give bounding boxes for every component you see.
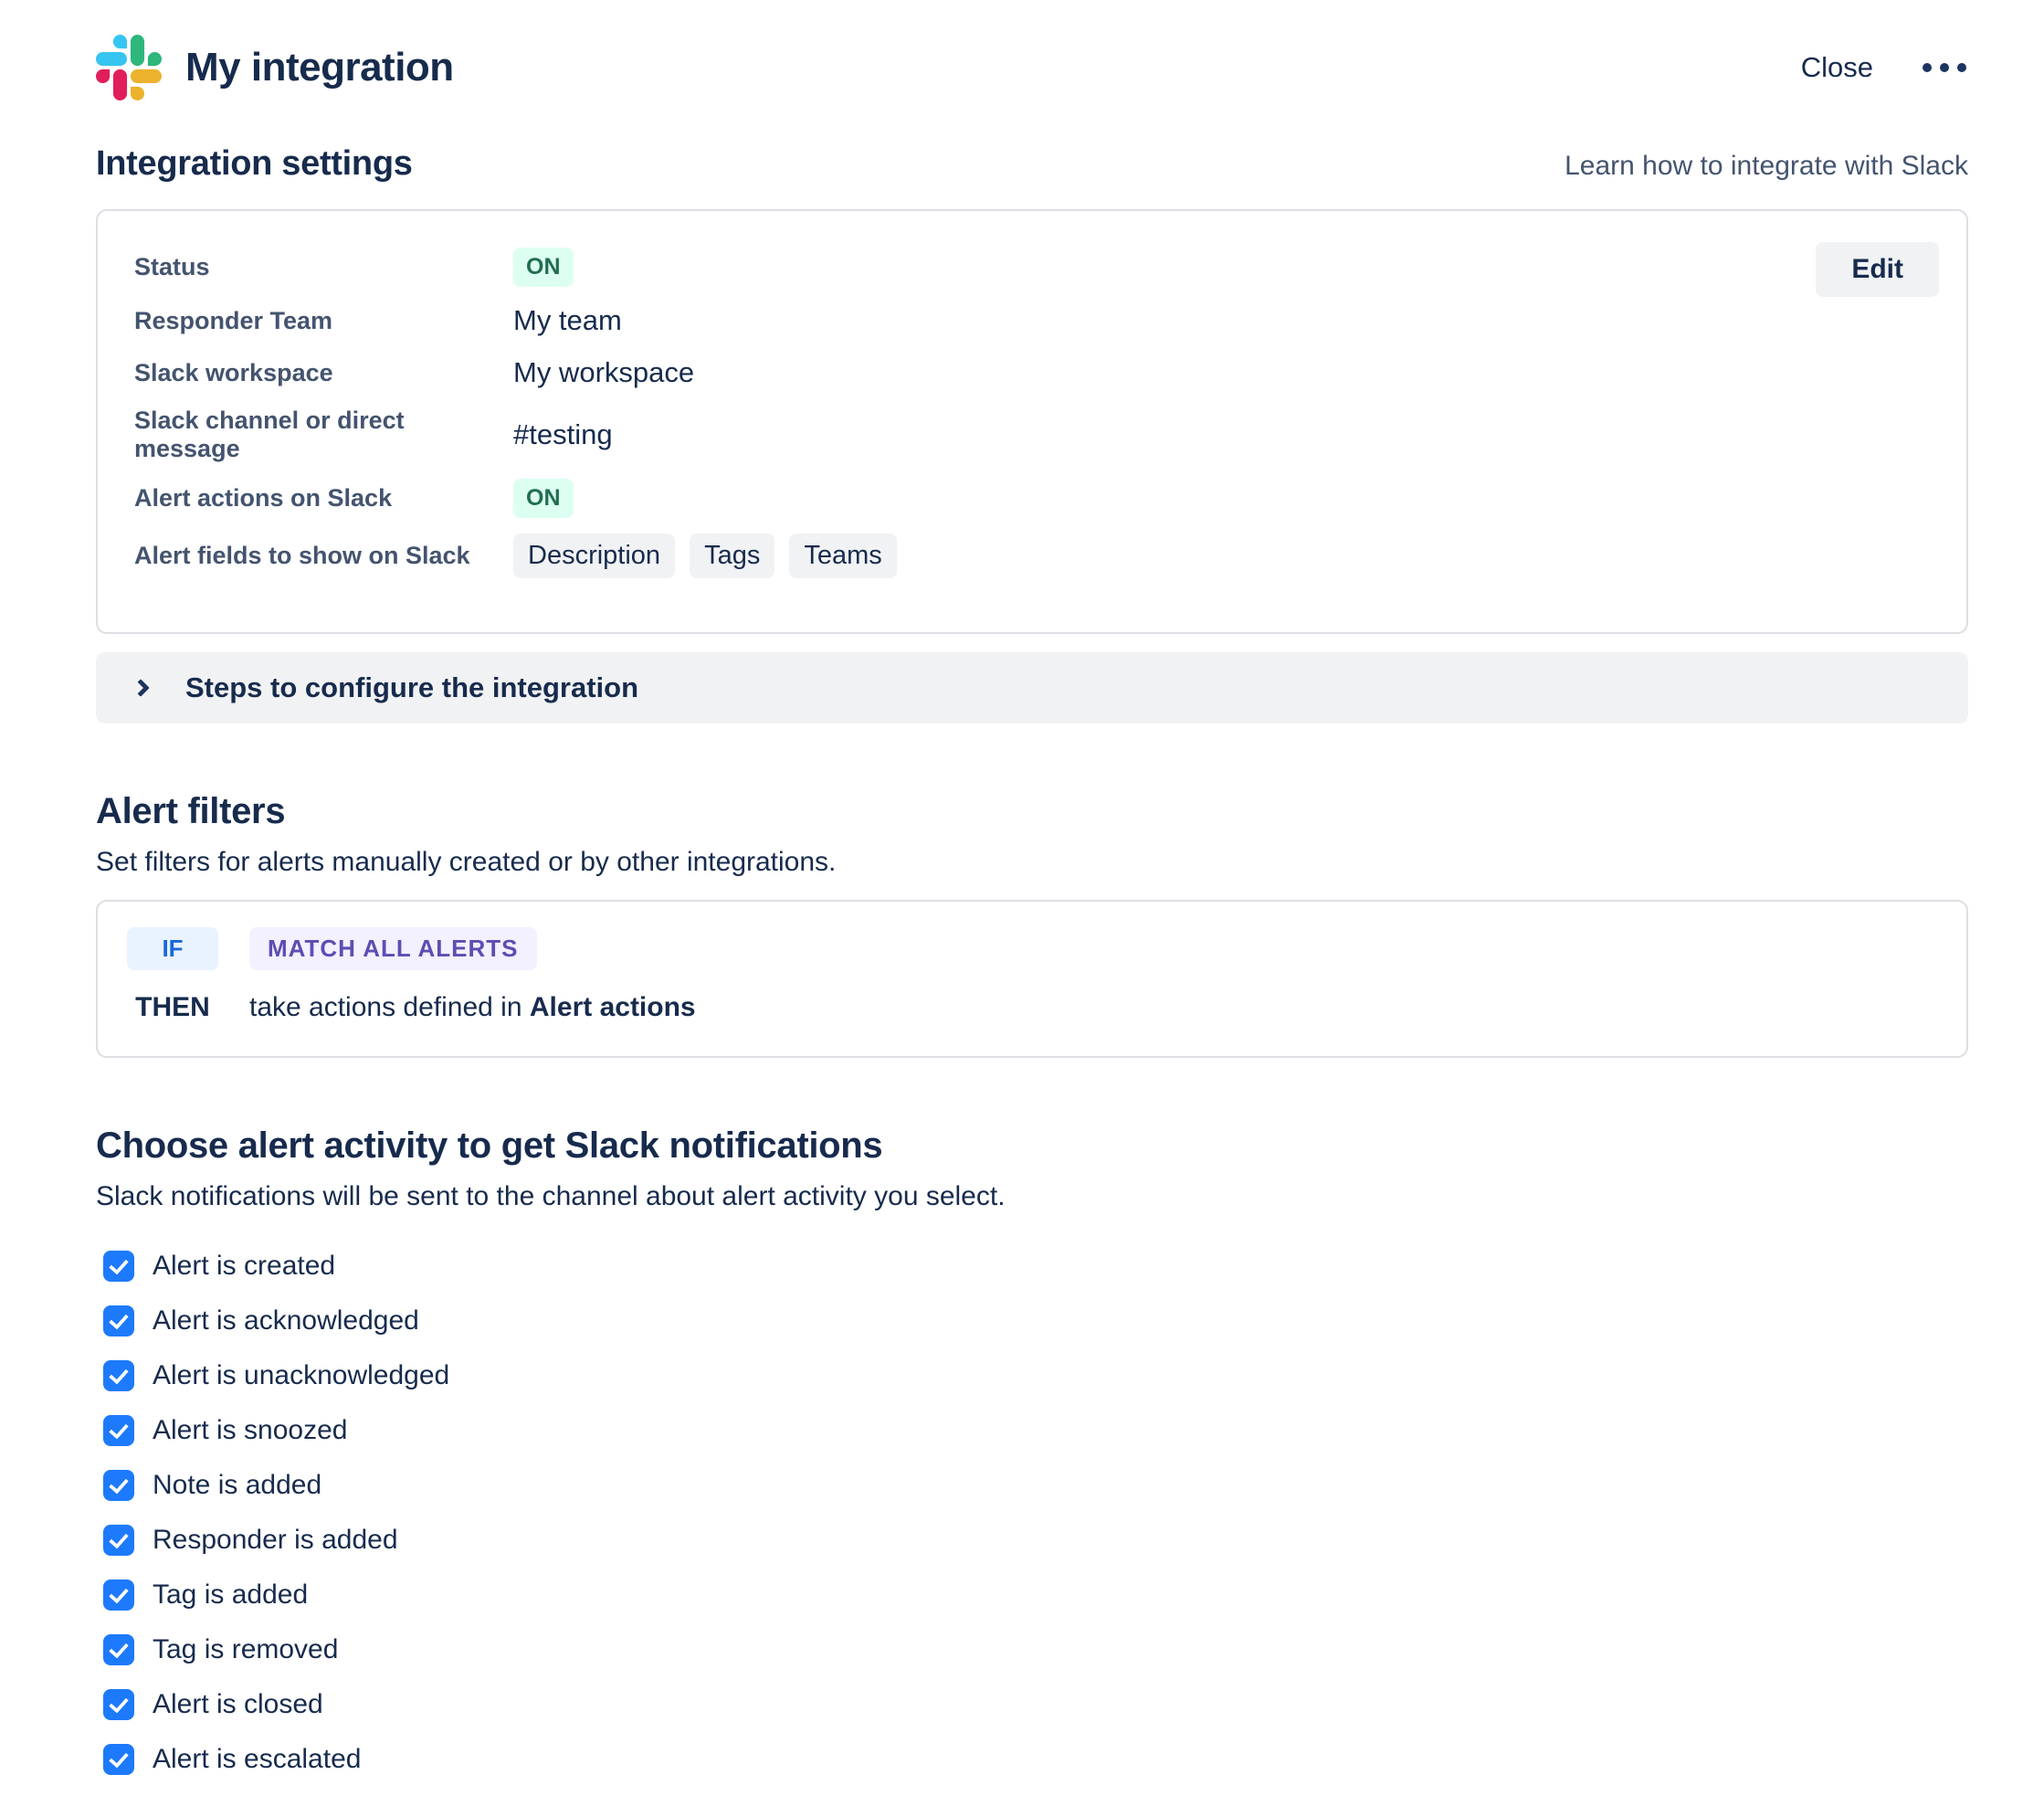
integration-settings-title: Integration settings [96, 144, 413, 183]
settings-row-responder-team [134, 302, 1930, 339]
alert-fields-pills [513, 533, 897, 578]
then-text-bold: Alert actions [529, 992, 696, 1022]
row-label: Slack workspace [134, 358, 333, 386]
checkbox-label: Alert is snoozed [153, 1415, 348, 1445]
checkbox-label: Alert is closed [153, 1689, 323, 1719]
checkbox-tag-is-removed[interactable] [103, 1634, 134, 1665]
status-badge: ON [513, 248, 574, 287]
more-options-icon[interactable] [1921, 54, 1968, 81]
row-value: My workspace [513, 356, 695, 388]
checkbox-label: Alert is unacknowledged [153, 1360, 450, 1390]
then-text [249, 992, 696, 1023]
alert-filters-subtitle: Set filters for alerts manually created or by other integrations. [96, 847, 837, 877]
learn-integrate-link[interactable]: Learn how to integrate with Slack [1565, 151, 1968, 181]
alert-filters-card [96, 900, 1968, 1058]
ellipsis-dot [1957, 63, 1966, 72]
settings-row-status [134, 248, 1930, 287]
row-label: Alert actions on Slack [134, 484, 393, 512]
settings-row-alert-actions [134, 479, 1930, 518]
ellipsis-dot [1940, 63, 1949, 72]
checkbox-label: Alert is acknowledged [153, 1305, 419, 1336]
row-label: Alert fields to show on Slack [134, 542, 470, 569]
checkbox-responder-is-added[interactable] [103, 1525, 134, 1556]
steps-to-configure-expander[interactable] [96, 652, 1968, 724]
row-value: My team [513, 304, 622, 336]
then-label: THEN [135, 992, 210, 1022]
checkbox-label: Alert is created [153, 1251, 336, 1281]
alert-filters-title: Alert filters [96, 791, 286, 831]
ellipsis-dot [1923, 63, 1932, 72]
activity-row [103, 1251, 1968, 1282]
activity-row [103, 1305, 1968, 1336]
page [96, 0, 1968, 1817]
field-pill: Teams [789, 533, 896, 578]
edit-button[interactable]: Edit [1816, 242, 1939, 297]
then-text-plain: take actions defined in [249, 992, 522, 1022]
row-label: Responder Team [134, 306, 333, 334]
activity-row [103, 1579, 1968, 1611]
settings-row-slack-channel [134, 407, 1930, 463]
filter-then-row [127, 992, 1937, 1023]
checkbox-label: Alert is escalated [153, 1744, 362, 1774]
checkbox-label: Tag is removed [153, 1634, 339, 1664]
checkbox-tag-is-added[interactable] [103, 1579, 134, 1611]
row-label: Slack channel or direct message [134, 407, 405, 462]
row-label: Status [134, 253, 210, 280]
checkbox-label: Tag is added [153, 1579, 309, 1610]
activity-row [103, 1360, 1968, 1391]
filter-if-row [127, 927, 1937, 970]
page-title: My integration [185, 45, 454, 90]
steps-label: Steps to configure the integration [185, 671, 639, 703]
activity-row [103, 1525, 1968, 1556]
activity-row [103, 1634, 1968, 1665]
activity-row [103, 1470, 1968, 1501]
integration-settings-card [96, 209, 1968, 634]
checkbox-label: Note is added [153, 1470, 322, 1500]
integration-settings-head [96, 144, 1968, 184]
activity-row [103, 1415, 1968, 1446]
slack-logo-icon [96, 35, 162, 100]
checkbox-label: Responder is added [153, 1525, 398, 1555]
match-all-alerts-badge: MATCH ALL ALERTS [249, 927, 537, 970]
settings-row-slack-workspace [134, 354, 1930, 391]
app-header [96, 0, 1968, 100]
checkbox-note-is-added[interactable] [103, 1470, 134, 1501]
checkbox-alert-is-closed[interactable] [103, 1689, 134, 1720]
settings-row-alert-fields [134, 533, 1930, 578]
if-badge: IF [127, 927, 218, 970]
close-button[interactable]: Close [1800, 51, 1873, 83]
checkbox-alert-is-created[interactable] [103, 1251, 134, 1282]
row-value: #testing [513, 418, 613, 450]
checkbox-alert-is-escalated[interactable] [103, 1744, 134, 1775]
field-pill: Description [513, 533, 675, 578]
alert-actions-badge: ON [513, 479, 574, 518]
checkbox-alert-is-acknowledged[interactable] [103, 1305, 134, 1336]
header-actions [1801, 51, 1968, 84]
alert-activity-list [96, 1251, 1968, 1817]
field-pill: Tags [690, 533, 774, 578]
chevron-right-icon [132, 679, 150, 697]
alert-activity-subtitle: Slack notifications will be sent to the channel about alert activity you select. [96, 1181, 1006, 1211]
alert-activity-title: Choose alert activity to get Slack notifications [96, 1125, 883, 1166]
checkbox-alert-is-snoozed[interactable] [103, 1415, 134, 1446]
activity-row [103, 1689, 1968, 1720]
activity-row [103, 1744, 1968, 1775]
checkbox-alert-is-unacknowledged[interactable] [103, 1360, 134, 1391]
